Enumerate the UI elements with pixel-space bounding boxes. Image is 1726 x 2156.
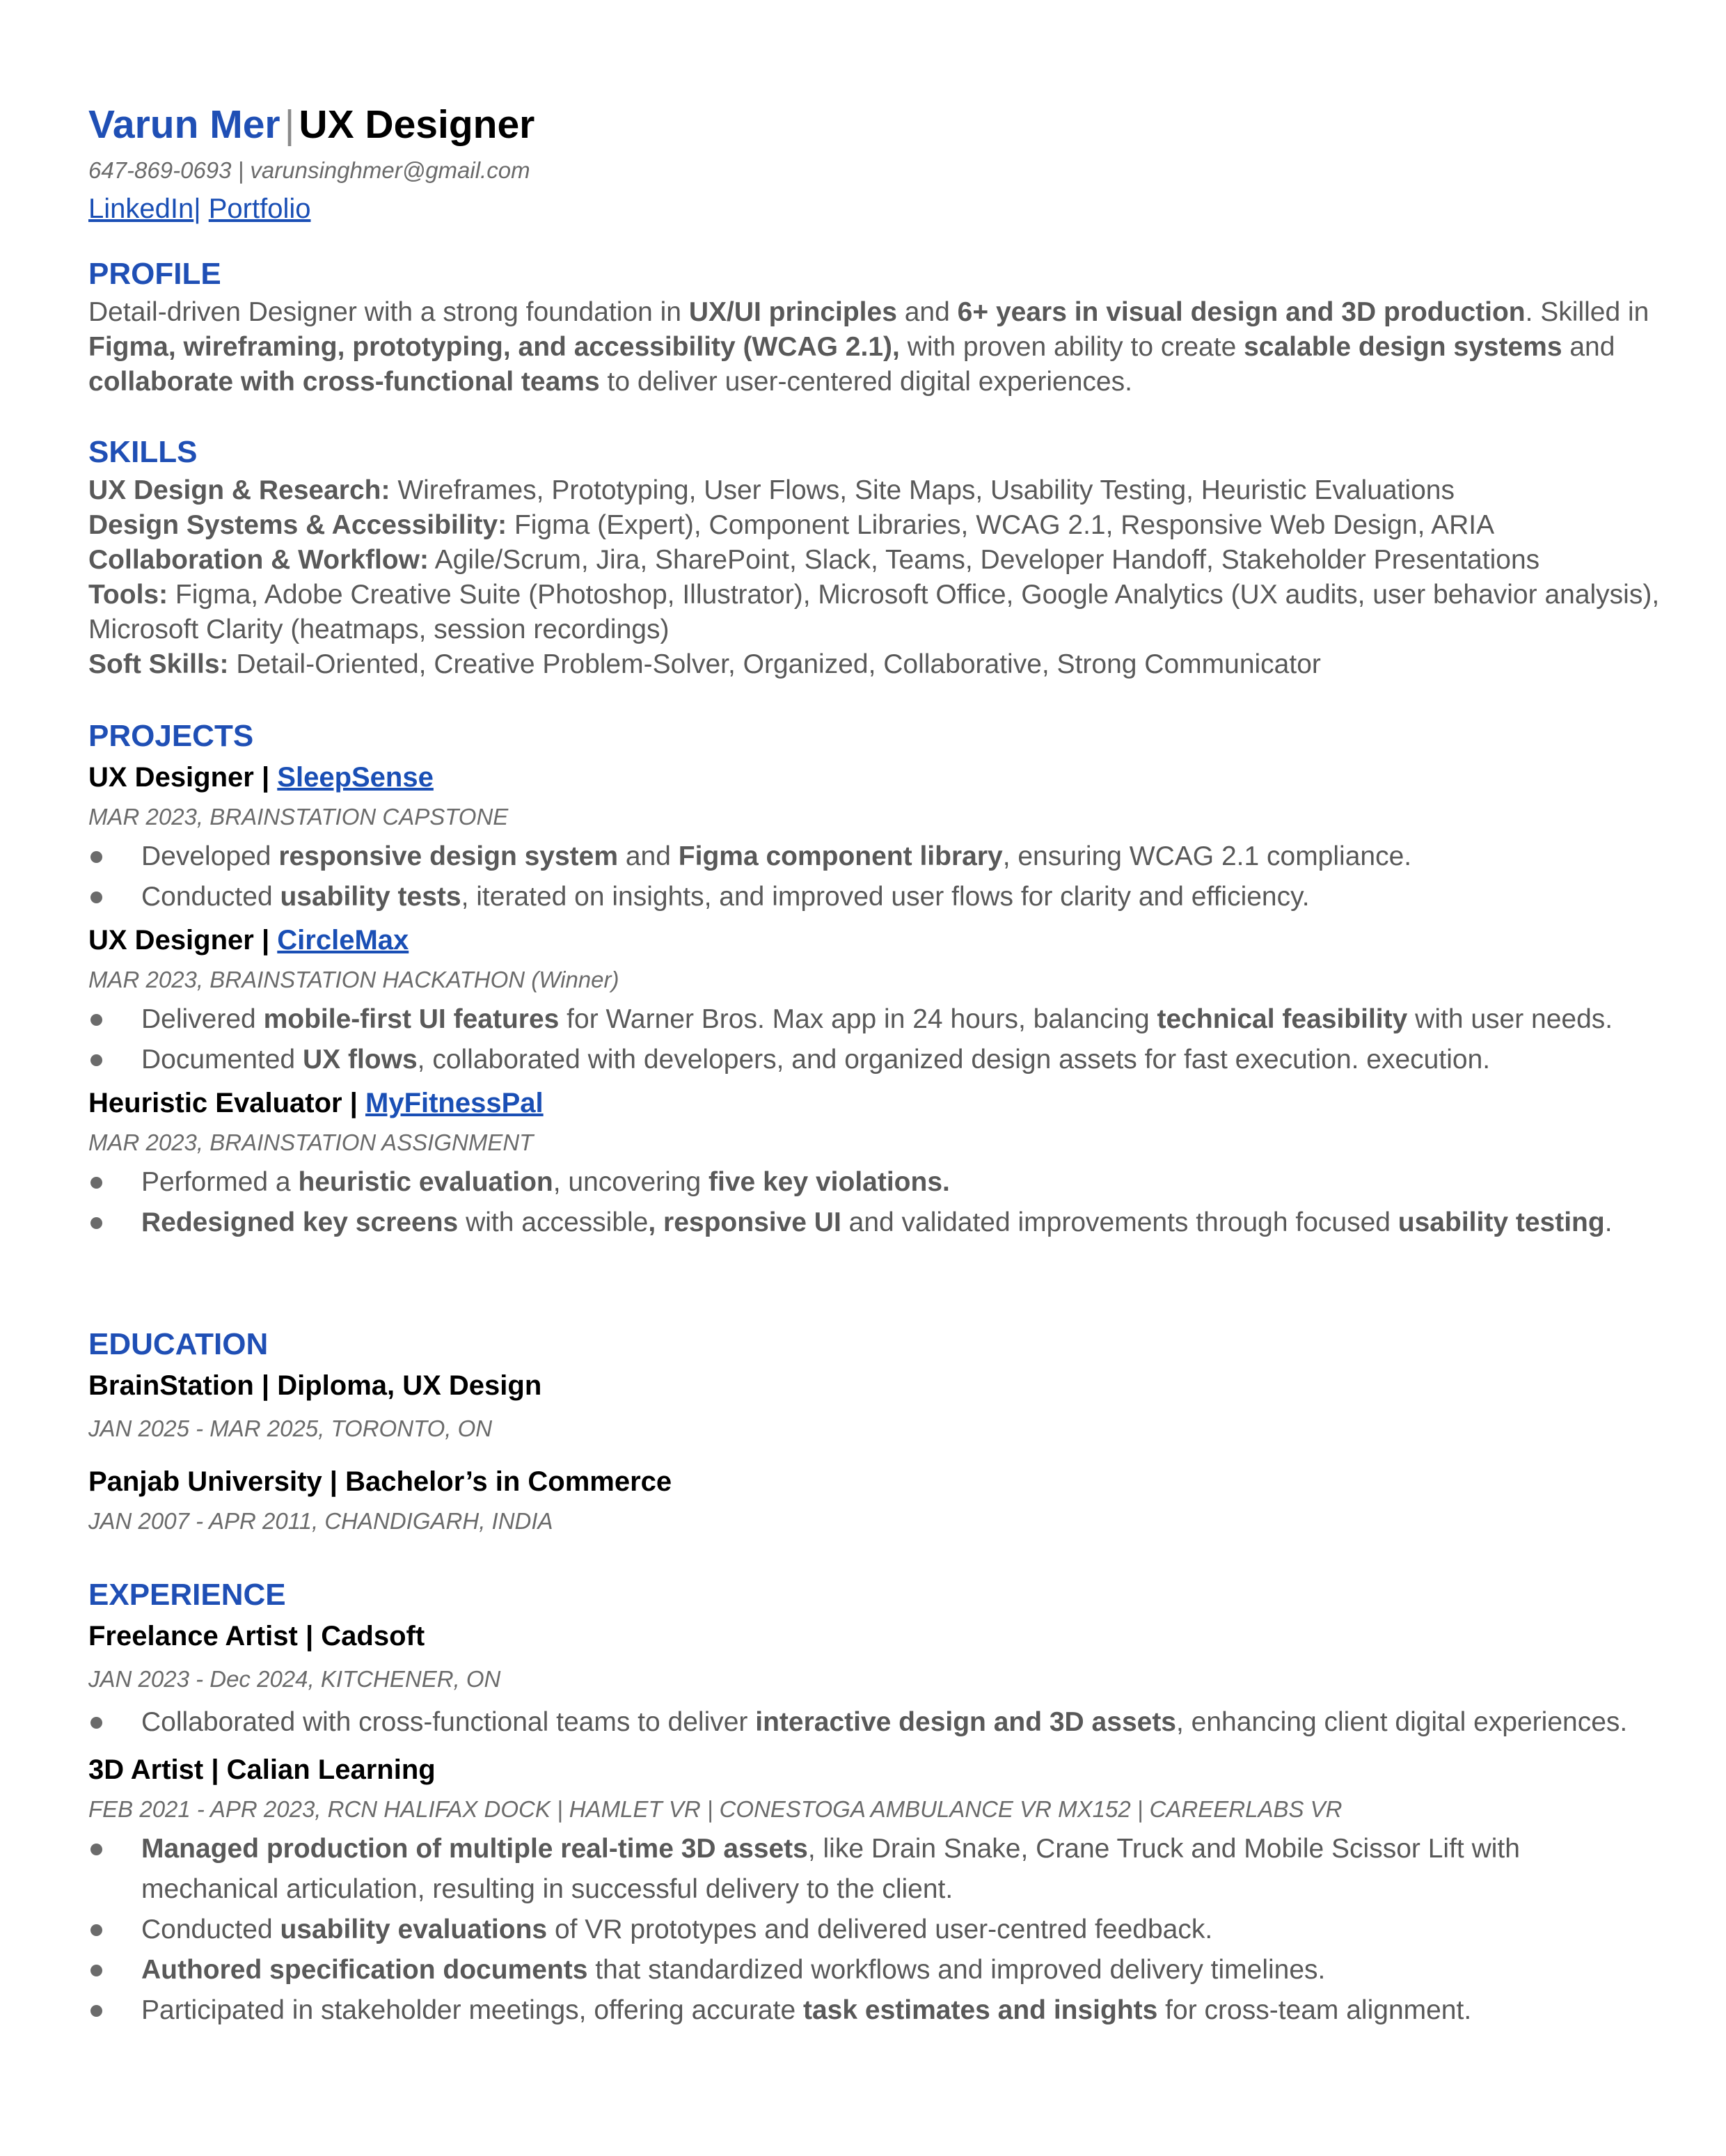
- text-run: that standardized workflows and improved delivery timelines.: [587, 1955, 1326, 1985]
- education-entry: [88, 1461, 1661, 1541]
- text-run: Delivered: [141, 1004, 264, 1034]
- bold-text: Managed production of multiple real-time 3D assets: [141, 1834, 808, 1864]
- bullet-item: [88, 1162, 1661, 1203]
- project-meta: MAR 2023, BRAINSTATION ASSIGNMENT: [88, 1129, 534, 1155]
- links-separator: |: [193, 193, 201, 224]
- experience-bullets: [88, 1829, 1661, 2031]
- project-bullets: [88, 837, 1661, 917]
- text-run: .: [1604, 1207, 1613, 1237]
- text-run: , like Drain Snake, Crane Truck and Mobile Scissor Lift with mechanical articulation, resulting in successful delivery to the client.: [141, 1834, 1520, 1904]
- bullet-item: [88, 1203, 1661, 1243]
- bold-text: , responsive UI: [648, 1207, 841, 1237]
- projects-heading: PROJECTS: [88, 719, 254, 753]
- text-run: , ensuring WCAG 2.1 compliance.: [1002, 841, 1412, 871]
- project-meta: MAR 2023, BRAINSTATION CAPSTONE: [88, 804, 509, 830]
- profile-heading: PROFILE: [88, 257, 221, 291]
- bullet-item: [88, 837, 1661, 877]
- skill-value: Wireframes, Prototyping, User Flows, Site Maps, Usability Testing, Heuristic Evaluations: [390, 475, 1455, 505]
- bullet-item: [88, 1702, 1661, 1743]
- text-run: to deliver user-centered digital experiences.: [599, 367, 1132, 397]
- text-run: , uncovering: [553, 1167, 709, 1197]
- project-entry: [88, 920, 1661, 1080]
- linkedin-link[interactable]: LinkedIn: [88, 193, 194, 224]
- text-run: Collaborated with cross-functional teams to deliver: [141, 1707, 756, 1737]
- project-link-myfitnesspal[interactable]: MyFitnessPal: [365, 1088, 544, 1118]
- text-run: and: [618, 841, 679, 871]
- bold-text: technical feasibility: [1157, 1004, 1408, 1034]
- text-run: , collaborated with developers, and organized design assets for fast execution. execution.: [417, 1045, 1491, 1075]
- project-role: UX Designer |: [88, 762, 278, 793]
- text-run: and: [1562, 332, 1615, 362]
- bold-text: UX/UI principles: [688, 297, 897, 327]
- skill-value: Detail-Oriented, Creative Problem-Solver, Organized, Collaborative, Strong Communicator: [228, 649, 1321, 679]
- education-heading: EDUCATION: [88, 1327, 269, 1361]
- skill-label: Collaboration & Workflow:: [88, 545, 429, 575]
- bullet-item: [88, 999, 1661, 1040]
- bold-text: usability evaluations: [280, 1915, 548, 1944]
- profile-section: [88, 253, 1661, 399]
- skill-value: Figma (Expert), Component Libraries, WCAG 2.1, Responsive Web Design, ARIA: [507, 510, 1495, 540]
- text-run: Detail-driven Designer with a strong foundation in: [88, 297, 689, 327]
- bold-text: scalable design systems: [1244, 332, 1562, 362]
- skills-section: [88, 431, 1661, 682]
- experience-meta: FEB 2021 - APR 2023, RCN HALIFAX DOCK | HAMLET VR | CONESTOGA AMBULANCE VR MX152 | CAREERLABS VR: [88, 1796, 1343, 1822]
- project-link-sleepsense[interactable]: SleepSense: [277, 762, 434, 793]
- experience-bullets: [88, 1702, 1661, 1743]
- bold-text: Figma component library: [678, 841, 1003, 871]
- project-title: [88, 1083, 1661, 1123]
- candidate-name: Varun Mer: [88, 102, 280, 147]
- text-run: . Skilled in: [1525, 297, 1649, 327]
- project-bullets: [88, 999, 1661, 1080]
- project-role: Heuristic Evaluator |: [88, 1088, 365, 1118]
- project-title: [88, 920, 1661, 960]
- bold-text: usability testing: [1398, 1207, 1605, 1237]
- bold-text: five key violations.: [708, 1167, 950, 1197]
- bold-text: usability tests: [280, 882, 461, 912]
- education-entry: [88, 1365, 1661, 1452]
- skill-line: [88, 473, 1661, 508]
- skill-line: [88, 578, 1661, 647]
- experience-title: Freelance Artist | Cadsoft: [88, 1621, 425, 1651]
- text-run: Conducted: [141, 1915, 280, 1944]
- skill-label: Tools:: [88, 580, 168, 610]
- text-run: Documented: [141, 1045, 303, 1075]
- projects-section: [88, 715, 1661, 1243]
- bold-text: Authored specification documents: [141, 1955, 588, 1985]
- bold-text: 6+ years in visual design and 3D production: [957, 297, 1526, 327]
- bold-text: UX flows: [302, 1045, 418, 1075]
- text-run: Conducted: [141, 882, 280, 912]
- bullet-item: [88, 1829, 1661, 1910]
- experience-title: 3D Artist | Calian Learning: [88, 1754, 436, 1785]
- text-run: , enhancing client digital experiences.: [1176, 1707, 1628, 1737]
- bold-text: responsive design system: [278, 841, 619, 871]
- bold-text: heuristic evaluation: [298, 1167, 553, 1197]
- project-meta: MAR 2023, BRAINSTATION HACKATHON (Winner): [88, 967, 619, 992]
- bullet-item: [88, 1910, 1661, 1950]
- text-run: with proven ability to create: [899, 332, 1244, 362]
- education-meta: JAN 2007 - APR 2011, CHANDIGARH, INDIA: [88, 1508, 553, 1534]
- experience-meta: JAN 2023 - Dec 2024, KITCHENER, ON: [88, 1666, 501, 1692]
- bold-text: mobile-first UI features: [263, 1004, 560, 1034]
- education-meta: JAN 2025 - MAR 2025, TORONTO, ON: [88, 1416, 493, 1441]
- skill-line: [88, 543, 1661, 578]
- text-run: for Warner Bros. Max app in 24 hours, balancing: [559, 1004, 1157, 1034]
- experience-entry: [88, 1750, 1661, 2031]
- project-title: [88, 757, 1661, 798]
- experience-heading: EXPERIENCE: [88, 1578, 286, 1612]
- experience-entry: [88, 1616, 1661, 1743]
- text-run: with user needs.: [1407, 1004, 1613, 1034]
- text-run: Participated in stakeholder meetings, offering accurate: [141, 1995, 803, 2025]
- text-run: Performed a: [141, 1167, 299, 1197]
- text-run: of VR prototypes and delivered user-centred feedback.: [547, 1915, 1213, 1944]
- bold-text: Redesigned key screens: [141, 1207, 459, 1237]
- skill-value: Figma, Adobe Creative Suite (Photoshop, Illustrator), Microsoft Office, Google Analytics (UX audits, user behavior analysis), Microsoft Clarity (heatmaps, session recordings): [88, 580, 1660, 644]
- resume-header: [88, 96, 1661, 230]
- skill-label: Soft Skills:: [88, 649, 229, 679]
- education-title: BrainStation | Diploma, UX Design: [88, 1370, 542, 1401]
- bold-text: collaborate with cross-functional teams: [88, 367, 600, 397]
- experience-section: [88, 1574, 1661, 2031]
- bullet-item: [88, 1990, 1661, 2031]
- contact-info: 647-869-0693 | varunsinghmer@gmail.com: [88, 157, 530, 183]
- bold-text: interactive design and 3D assets: [755, 1707, 1176, 1737]
- text-run: and: [896, 297, 958, 327]
- skill-label: Design Systems & Accessibility:: [88, 510, 507, 540]
- name-separator: |: [284, 102, 295, 147]
- skill-line: [88, 647, 1661, 682]
- bullet-item: [88, 877, 1661, 917]
- text-run: and validated improvements through focused: [841, 1207, 1398, 1237]
- bullet-item: [88, 1950, 1661, 1990]
- project-entry: [88, 757, 1661, 917]
- project-link-circlemax[interactable]: CircleMax: [277, 925, 409, 956]
- skills-heading: SKILLS: [88, 435, 198, 469]
- profile-links: [88, 188, 1661, 230]
- bold-text: task estimates and insights: [803, 1995, 1158, 2025]
- bold-text: Figma, wireframing, prototyping, and accessibility (WCAG 2.1),: [88, 332, 900, 362]
- name-line: [88, 96, 1661, 153]
- portfolio-link[interactable]: Portfolio: [208, 193, 311, 224]
- skill-line: [88, 508, 1661, 543]
- candidate-title: UX Designer: [299, 102, 535, 147]
- profile-summary: [88, 295, 1661, 399]
- project-entry: [88, 1083, 1661, 1243]
- project-bullets: [88, 1162, 1661, 1243]
- skill-value: Agile/Scrum, Jira, SharePoint, Slack, Teams, Developer Handoff, Stakeholder Presentations: [428, 545, 1540, 575]
- skill-label: UX Design & Research:: [88, 475, 390, 505]
- text-run: for cross-team alignment.: [1157, 1995, 1472, 2025]
- project-role: UX Designer |: [88, 925, 278, 956]
- text-run: with accessible: [458, 1207, 649, 1237]
- education-title: Panjab University | Bachelor’s in Commerce: [88, 1466, 672, 1497]
- text-run: , iterated on insights, and improved user flows for clarity and efficiency.: [461, 882, 1310, 912]
- bullet-item: [88, 1040, 1661, 1080]
- text-run: Developed: [141, 841, 279, 871]
- education-section: [88, 1324, 1661, 1541]
